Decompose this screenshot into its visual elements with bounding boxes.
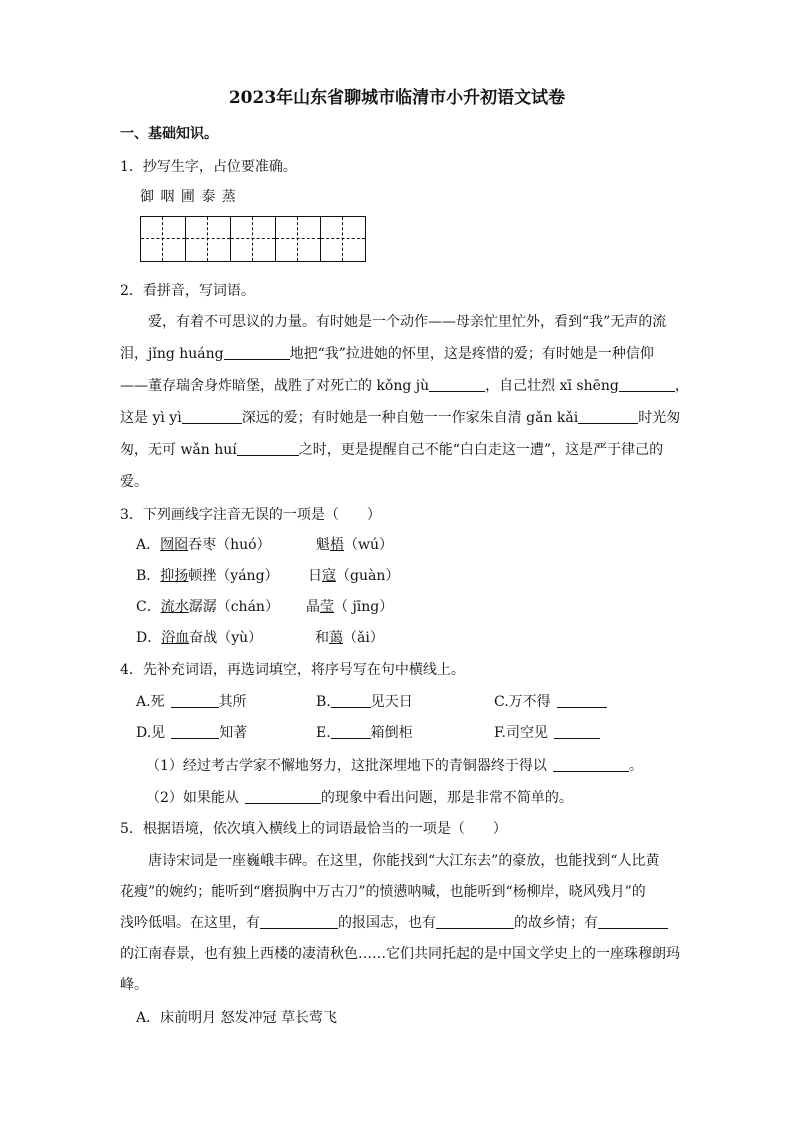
writing-grid[interactable]	[140, 216, 366, 262]
q5-line-4: 的江南春景，也有独上西楼的凄清秋色……它们共同托起的是中国文学史上的一座珠穆朗玛	[120, 946, 680, 962]
q2-line-1: 爱，有着不可思议的力量。有时她是一个动作——母亲忙里忙外，看到“我”无声的流	[148, 314, 667, 330]
q5-line-1: 唐诗宋词是一座巍峨丰碑。在这里，你能找到“大江东去”的豪放，也能找到“人比黄	[148, 853, 660, 869]
q5-option-a[interactable]: A．床前明月 怒发冲冠 草长莺飞	[136, 1010, 338, 1026]
q4-stem: 4．先补充词语，再选词填空，将序号写在句中横线上。	[120, 662, 465, 678]
page-title: 2023年山东省聊城市临清市小升初语文试卷	[228, 88, 566, 108]
option-text: （wú）	[344, 537, 393, 553]
q2-pinyin-1: 泪，jǐng huáng	[120, 346, 224, 362]
q2-text: 匆，无可 wǎn huí	[120, 442, 237, 458]
q2-line-4	[120, 408, 680, 428]
item-text: F.司空见	[494, 725, 548, 741]
q4-sentence-2	[146, 788, 573, 808]
grid-cell[interactable]	[185, 216, 231, 262]
q2-line-3	[120, 376, 689, 396]
q4-item-b	[316, 692, 413, 712]
answer-blank[interactable]	[182, 409, 242, 424]
answer-blank[interactable]	[429, 377, 485, 392]
answer-blank[interactable]	[171, 693, 219, 708]
q4-item-e	[316, 723, 413, 743]
option-text: 晶	[306, 599, 320, 615]
q2-text: 这是 yì yì	[120, 410, 182, 426]
q2-text: 之时，更是提醒自己不能“白白走这一遭”，这是严于律己的	[298, 442, 664, 458]
option-text: 魁	[316, 537, 330, 553]
q4-sentence-1	[146, 756, 643, 776]
q3-option-c[interactable]	[136, 597, 279, 617]
q2-text: 时光匆	[638, 410, 681, 426]
grid-cell[interactable]	[140, 216, 186, 262]
option-text: 吞枣（huó）	[188, 537, 271, 553]
q2-line-2	[120, 344, 654, 364]
q5-line-5: 峰。	[120, 977, 148, 993]
q2-text: ——董存瑞舍身炸暗堡，战胜了对死亡的 kǒng jù	[120, 378, 430, 394]
option-text: （ǎi）	[343, 630, 384, 646]
item-text: 知著	[219, 725, 248, 741]
q2-text: 地把“我”拉进她的怀里，这是疼惜的爱；有时她是一种信仰	[289, 346, 654, 362]
answer-blank[interactable]	[171, 724, 219, 739]
sentence-text: 的现象中看出问题，那是非常不简单的。	[320, 790, 573, 806]
answer-blank[interactable]	[619, 377, 675, 392]
q5-line-3	[120, 913, 668, 933]
option-text: 潺潺（chán）	[188, 599, 279, 615]
q2-text: 深远的爱；有时她是一种自勉一一作家朱自清 gǎn kǎi	[241, 410, 579, 426]
item-text: C.万不得	[494, 694, 551, 710]
q3-option-d[interactable]	[136, 628, 262, 648]
option-label: A．	[136, 537, 161, 553]
item-text: D.见	[136, 725, 166, 741]
item-text: 其所	[218, 694, 247, 710]
answer-blank[interactable]	[245, 789, 321, 804]
q3-stem: 3．下列画线字注音无误的一项是（ ）	[120, 507, 381, 523]
q5-line-2: 花瘦”的婉约；能听到“磨损胸中万古刀”的愤懑呐喊，也能听到“杨柳岸，晓风残月”的	[120, 884, 646, 900]
option-text: （ jīng）	[334, 599, 394, 615]
grid-cell[interactable]	[275, 216, 321, 262]
q5-text: 浅吟低唱。在这里，有	[120, 915, 260, 931]
q2-line-6: 爱。	[120, 474, 148, 490]
sentence-text: 。	[628, 758, 643, 774]
underlined-word: 蔼	[329, 630, 343, 646]
q4-item-d	[136, 723, 247, 743]
q4-item-c	[494, 692, 607, 712]
answer-blank[interactable]	[331, 693, 371, 708]
underlined-word: 浴血	[161, 630, 190, 646]
answer-blank[interactable]	[557, 693, 607, 708]
answer-blank[interactable]	[578, 409, 638, 424]
q5-stem: 5．根据语境，依次填入横线上的词语最恰当的一项是（ ）	[120, 821, 507, 837]
option-label: D．	[136, 630, 162, 646]
grid-cell[interactable]	[230, 216, 276, 262]
option-text: 和	[315, 630, 329, 646]
answer-blank[interactable]	[260, 914, 338, 929]
q3-option-a[interactable]	[136, 535, 271, 555]
answer-blank[interactable]	[598, 914, 668, 929]
underlined-word: 抑扬	[160, 568, 189, 584]
sentence-text: （2）如果能从	[146, 790, 239, 806]
grid-cell[interactable]	[320, 216, 366, 262]
answer-blank[interactable]	[553, 757, 629, 772]
q1-stem: 1．抄写生字，占位要准确。	[120, 159, 297, 175]
q4-item-f	[494, 723, 600, 743]
q3-option-b[interactable]	[136, 566, 279, 586]
underlined-word: 梧	[330, 537, 344, 553]
answer-blank[interactable]	[237, 441, 299, 456]
sentence-text: （1）经过考古学家不懈地努力，这批深埋地下的青铜器终于得以	[146, 758, 547, 774]
q5-text: 的报国志，也有	[338, 915, 436, 931]
section-heading: 一、基础知识。	[120, 126, 218, 142]
q3-option-c-word-2	[306, 597, 393, 617]
underlined-word: 囫囵	[160, 537, 189, 553]
q2-line-5	[120, 440, 663, 460]
option-text: 顿挫（yáng）	[188, 568, 279, 584]
answer-blank[interactable]	[554, 724, 600, 739]
option-label: B．	[136, 568, 161, 584]
q3-option-d-word-2	[315, 628, 384, 648]
q2-text: ，	[674, 378, 689, 394]
underlined-word: 流水	[160, 599, 189, 615]
answer-blank[interactable]	[436, 914, 514, 929]
answer-blank[interactable]	[331, 724, 371, 739]
q2-text: ，自己壮烈 xī shēng	[485, 378, 619, 394]
underlined-word: 寇	[322, 568, 336, 584]
item-text: B.	[316, 694, 331, 710]
item-text: A.死	[136, 694, 165, 710]
q1-characters: 御 咽 圃 泰 蒸	[140, 189, 237, 205]
underlined-word: 莹	[320, 599, 334, 615]
answer-blank[interactable]	[224, 345, 290, 360]
option-label: C．	[136, 599, 161, 615]
q3-option-a-word-2	[316, 535, 393, 555]
option-text: （guàn）	[336, 568, 400, 584]
item-text: 箱倒柜	[370, 725, 413, 741]
item-text: E.	[316, 725, 331, 741]
q5-text: 的故乡情；有	[514, 915, 598, 931]
q2-stem: 2．看拼音，写词语。	[120, 283, 255, 299]
q3-option-b-word-2	[308, 566, 399, 586]
option-text: 日	[308, 568, 322, 584]
option-text: 奋战（yù）	[189, 630, 263, 646]
q4-item-a	[136, 692, 247, 712]
item-text: 见天日	[370, 694, 413, 710]
